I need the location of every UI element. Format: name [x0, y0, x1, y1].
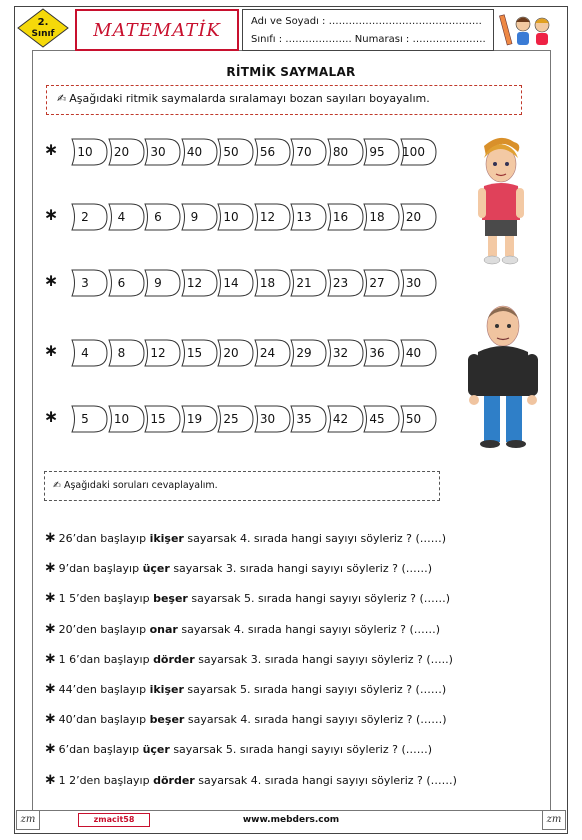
question-rest: sayarsak 3. sırada hangi sayıyı söyleriz ? (…..)	[198, 652, 453, 666]
question-step: ikişer	[149, 532, 184, 545]
number-cell[interactable]	[212, 405, 250, 433]
row-marker: ∗	[44, 271, 59, 291]
number-cell[interactable]	[395, 269, 433, 297]
question-step: onar	[149, 622, 178, 636]
question-item	[44, 649, 453, 667]
number-cell[interactable]	[322, 269, 360, 297]
number-cell[interactable]	[395, 405, 433, 433]
number-value: 50	[405, 412, 422, 426]
number-cell[interactable]	[322, 405, 360, 433]
question-marker: ∗	[44, 679, 57, 697]
instruction-text-1: Aşağıdaki ritmik saymalarda sıralamayı bozan sayıları boyayalım.	[69, 92, 430, 105]
number-cell[interactable]	[285, 405, 323, 433]
number-value: 19	[186, 412, 203, 426]
left-border-line	[32, 50, 33, 810]
number-cell[interactable]	[358, 405, 396, 433]
question-start: 1 6’dan başlayıp	[58, 652, 150, 666]
question-marker: ∗	[44, 709, 57, 728]
website-link[interactable]: www.mebders.com	[242, 815, 340, 825]
question-item	[44, 770, 457, 788]
question-rest: sayarsak 5. sırada hangi sayıyı söyleriz ? (……)	[191, 592, 451, 606]
number-value: 36	[369, 346, 385, 360]
question-start: 1 2’den başlayıp	[58, 773, 150, 787]
row-marker: ∗	[44, 341, 59, 361]
corner-logo-right: zm	[542, 810, 566, 830]
instruction-box-2	[44, 471, 440, 501]
number-value: 13	[296, 210, 312, 224]
number-cell[interactable]	[66, 405, 104, 433]
number-cell[interactable]	[285, 203, 323, 231]
number-cell[interactable]	[249, 269, 287, 297]
class-number-line: Sınıfı : ……………….. Numarası : ………………….	[251, 34, 486, 45]
author-code: zmacit58	[78, 813, 150, 827]
number-cell[interactable]	[212, 269, 250, 297]
number-value: 45	[369, 412, 385, 426]
question-marker: ∗	[44, 739, 57, 758]
number-cell[interactable]	[103, 405, 141, 433]
page-heading: RİTMİK SAYMALAR	[226, 65, 356, 79]
number-cell[interactable]	[176, 339, 214, 367]
number-value: 80	[332, 145, 349, 159]
number-cell[interactable]	[358, 339, 396, 367]
question-step: beşer	[153, 592, 188, 606]
row-marker: ∗	[44, 407, 59, 427]
question-marker: ∗	[44, 558, 57, 577]
number-value: 56	[259, 145, 276, 159]
number-value: 10	[223, 210, 239, 224]
question-rest: sayarsak 4. sırada hangi sayıyı söyleriz ? (……)	[198, 773, 457, 787]
number-cell[interactable]	[103, 138, 141, 166]
number-cell[interactable]	[285, 339, 323, 367]
question-step: ikişer	[149, 683, 184, 696]
number-cell[interactable]	[212, 339, 250, 367]
question-item	[44, 588, 450, 606]
number-cell[interactable]	[66, 339, 104, 367]
question-start: 20’den başlayıp	[58, 622, 147, 636]
number-value: 70	[296, 145, 312, 159]
number-value: 9	[190, 210, 199, 224]
number-cell[interactable]	[322, 339, 360, 367]
number-value: 12	[186, 276, 203, 290]
number-cell[interactable]	[285, 269, 323, 297]
number-value: 18	[369, 210, 385, 224]
number-value: 30	[150, 145, 166, 159]
pointing-hand-icon: ✍	[53, 480, 61, 491]
number-value: 24	[259, 346, 276, 360]
grade-label: Sınıf	[31, 29, 55, 39]
number-value: 6	[154, 210, 162, 224]
number-value: 20	[113, 145, 130, 159]
number-cell[interactable]	[139, 339, 177, 367]
badge-shape-icon	[17, 8, 69, 48]
number-value: 42	[332, 412, 349, 426]
row-marker: ∗	[44, 140, 59, 160]
number-cell[interactable]	[395, 138, 433, 166]
number-value: 18	[259, 276, 276, 290]
number-value: 2	[81, 210, 89, 224]
question-start: 40’dan başlayıp	[58, 713, 147, 727]
question-item	[44, 679, 446, 697]
name-line: Adı ve Soyadı : ……………………………………….	[251, 16, 482, 27]
boy-cartoon-icon	[470, 134, 532, 266]
question-marker: ∗	[44, 618, 57, 637]
question-marker: ∗	[44, 769, 57, 788]
subject-title-box	[75, 9, 239, 51]
number-value: 40	[186, 145, 203, 159]
number-cell[interactable]	[322, 138, 360, 166]
question-step: beşer	[149, 713, 185, 727]
number-cell[interactable]	[249, 138, 287, 166]
number-cell[interactable]	[358, 269, 396, 297]
number-cell[interactable]	[176, 138, 214, 166]
question-step: dörder	[153, 652, 195, 666]
number-value: 14	[223, 276, 239, 290]
question-rest: sayarsak 5. sırada hangi sayıyı söyleriz ? (……)	[173, 743, 433, 757]
question-item	[44, 739, 432, 757]
man-cartoon-icon	[466, 300, 540, 450]
corner-logo-left: zm	[16, 810, 40, 830]
number-value: 8	[117, 346, 126, 360]
number-value: 29	[296, 346, 312, 360]
question-start: 1 5’den başlayıp	[58, 592, 150, 606]
question-start: 9’dan başlayıp	[58, 562, 140, 576]
number-cell[interactable]	[285, 138, 323, 166]
question-item	[44, 709, 447, 727]
number-value: 40	[405, 346, 422, 360]
subject-title: MATEMATİK	[93, 19, 221, 41]
question-step: dörder	[153, 773, 195, 787]
number-cell[interactable]	[139, 138, 177, 166]
grade-badge	[17, 8, 69, 48]
question-item	[44, 558, 432, 576]
number-cell[interactable]	[249, 339, 287, 367]
number-value: 12	[259, 210, 276, 224]
number-cell[interactable]	[249, 405, 287, 433]
number-cell[interactable]	[139, 405, 177, 433]
question-rest: sayarsak 4. sırada hangi sayıyı söyleriz ? (……)	[181, 622, 441, 636]
number-value: 4	[117, 210, 126, 224]
number-value: 10	[113, 412, 130, 426]
number-cell[interactable]	[176, 203, 214, 231]
number-value: 100	[402, 145, 425, 159]
number-value: 10	[77, 145, 93, 159]
question-start: 44’den başlayıp	[58, 683, 147, 696]
number-value: 5	[81, 412, 89, 426]
number-value: 12	[150, 346, 166, 360]
question-rest: sayarsak 4. sırada hangi sayıyı söyleriz ? (……)	[187, 532, 447, 545]
question-step: üçer	[142, 562, 170, 576]
number-value: 21	[296, 276, 312, 290]
question-rest: sayarsak 5. sırada hangi sayıyı söyleriz ? (……)	[187, 683, 447, 696]
question-marker: ∗	[44, 528, 57, 546]
instruction-box-1	[46, 85, 522, 115]
question-marker: ∗	[44, 648, 57, 667]
instruction-text-2: Aşağıdaki soruları cevaplayalım.	[63, 480, 218, 491]
number-cell[interactable]	[139, 203, 177, 231]
question-start: 6’dan başlayıp	[58, 743, 140, 757]
number-value: 32	[332, 346, 349, 360]
number-cell[interactable]	[358, 138, 396, 166]
number-value: 15	[150, 412, 166, 426]
number-value: 16	[332, 210, 349, 224]
bottom-border-line	[32, 810, 550, 811]
number-value: 3	[81, 276, 89, 290]
number-value: 9	[154, 276, 162, 290]
number-value: 30	[405, 276, 422, 290]
number-value: 15	[186, 346, 203, 360]
number-value: 95	[369, 145, 385, 159]
student-info-box	[242, 9, 494, 51]
pointing-hand-icon: ✍	[57, 92, 67, 105]
number-cell[interactable]	[139, 269, 177, 297]
row-marker: ∗	[44, 205, 59, 225]
number-cell[interactable]	[395, 339, 433, 367]
number-cell[interactable]	[249, 203, 287, 231]
number-cell[interactable]	[103, 269, 141, 297]
question-marker: ∗	[44, 588, 57, 607]
number-cell[interactable]	[66, 138, 104, 166]
grade-number: 2.	[37, 17, 49, 28]
number-value: 50	[223, 145, 239, 159]
question-rest: sayarsak 3. sırada hangi sayıyı söyleriz ? (……)	[173, 562, 433, 576]
number-value: 23	[332, 276, 349, 290]
number-value: 35	[296, 412, 312, 426]
number-cell[interactable]	[176, 405, 214, 433]
number-value: 4	[81, 346, 89, 360]
number-cell[interactable]	[322, 203, 360, 231]
question-item	[44, 528, 446, 546]
question-rest: sayarsak 4. sırada hangi sayıyı söyleriz ? (……)	[187, 713, 447, 727]
number-value: 20	[223, 346, 239, 360]
number-cell[interactable]	[358, 203, 396, 231]
number-cell[interactable]	[66, 269, 104, 297]
question-item	[44, 619, 440, 637]
number-cell[interactable]	[176, 269, 214, 297]
number-cell[interactable]	[103, 203, 141, 231]
number-cell[interactable]	[212, 203, 250, 231]
number-cell[interactable]	[66, 203, 104, 231]
number-value: 20	[405, 210, 422, 224]
number-cell[interactable]	[103, 339, 141, 367]
question-start: 26’dan başlayıp	[58, 532, 147, 545]
number-value: 30	[259, 412, 276, 426]
right-border-line	[550, 50, 551, 810]
number-value: 27	[369, 276, 385, 290]
number-value: 6	[117, 276, 126, 290]
number-cell[interactable]	[395, 203, 433, 231]
number-value: 25	[223, 412, 239, 426]
question-step: üçer	[142, 743, 170, 757]
number-cell[interactable]	[212, 138, 250, 166]
kids-clipart-icon	[497, 9, 557, 51]
